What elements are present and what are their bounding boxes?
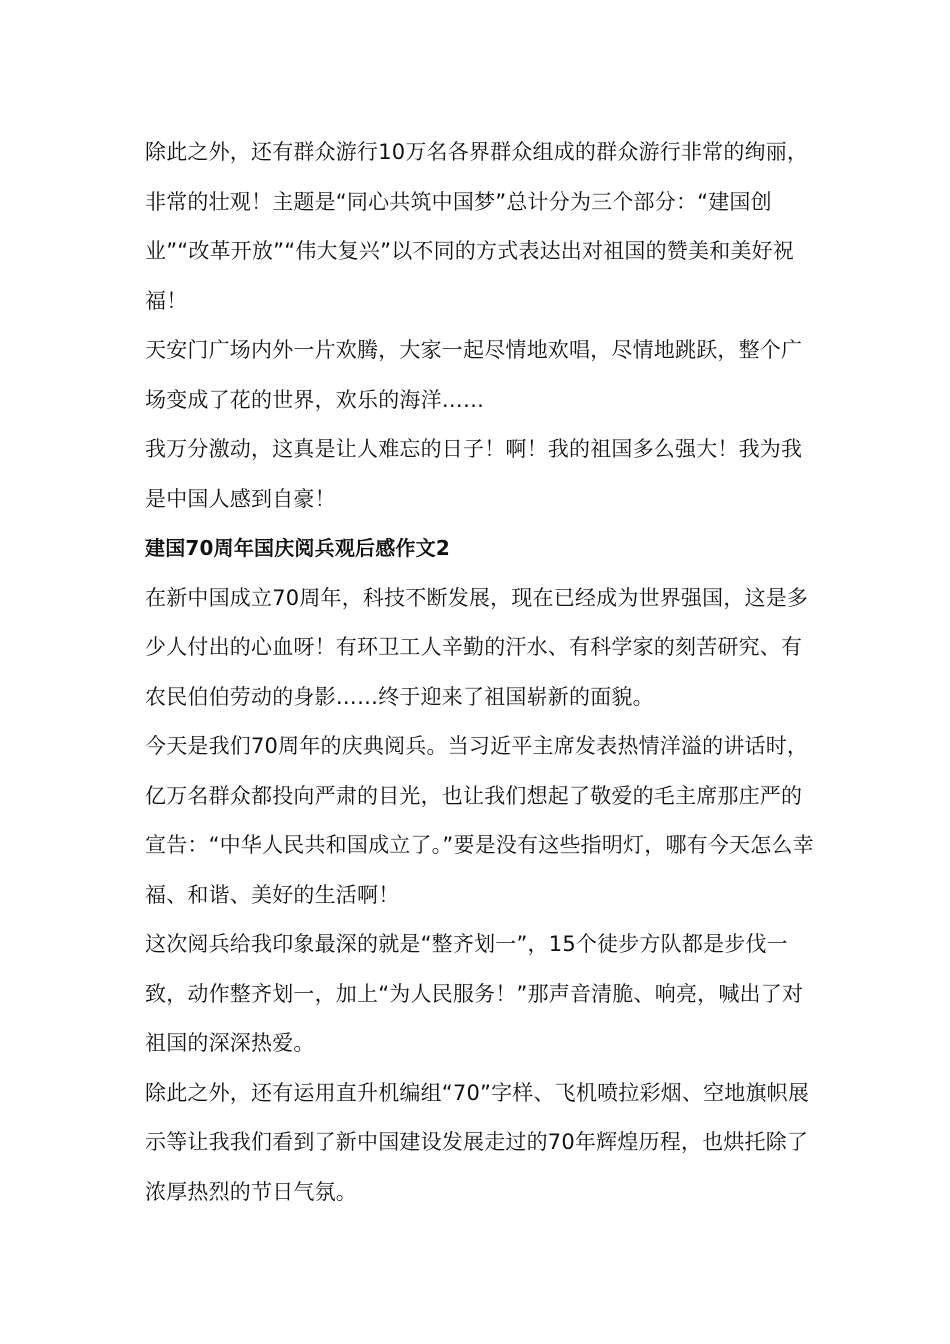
paragraph-development: 在新中国成立70周年，科技不断发展，现在已经成为世界强国，这是多少人付出的心血呀！有环卫工人辛勤的汗水、有科学家的刻苦研究、有农民伯伯劳动的身影……终于迎来了祖国崭新的面貌。 [145,585,809,709]
paragraph-ceremony: 今天是我们70周年的庆典阅兵。当习近平主席发表热情洋溢的讲话时，亿万名群众都投向严肃的目光，也让我们想起了敬爱的毛主席那庄严的宣告：“中华人民共和国成立了。”要是没有这些指明灯，哪有今天怎么幸福、和谐、美好的生活啊！ [145,734,814,907]
paragraph-pride: 我万分激动，这真是让人难忘的日子！啊！我的祖国多么强大！我为我是中国人感到自豪！ [145,437,803,511]
essay-heading: 建国70周年国庆阅兵观后感作文2 [145,536,450,560]
paragraph-tiananmen-celebration: 天安门广场内外一片欢腾，大家一起尽情地欢唱，尽情地跳跃，整个广场变成了花的世界，欢乐的海洋…… [145,338,803,412]
paragraph-parade-masses: 除此之外，还有群众游行10万名各界群众组成的群众游行非常的绚丽，非常的壮观！主题是“同心共筑中国梦”总计分为三个部分：“建国创业”“改革开放”“伟大复兴”以不同的方式表达出对祖国的赞美和美好祝福！ [145,140,809,313]
paragraph-aerial-display: 除此之外，还有运用直升机编组“70”字样、飞机喷拉彩烟、空地旗帜展示等让我我们看到了新中国建设发展走过的70年辉煌历程，也烘托除了浓厚热烈的节日气氛。 [145,1080,810,1204]
paragraph-uniformity: 这次阅兵给我印象最深的就是“整齐划一”，15个徒步方队都是步伐一致，动作整齐划一，加上“为人民服务！”那声音清脆、响亮，喊出了对祖国的深深热爱。 [145,932,804,1055]
essay-body [145,128,815,1217]
